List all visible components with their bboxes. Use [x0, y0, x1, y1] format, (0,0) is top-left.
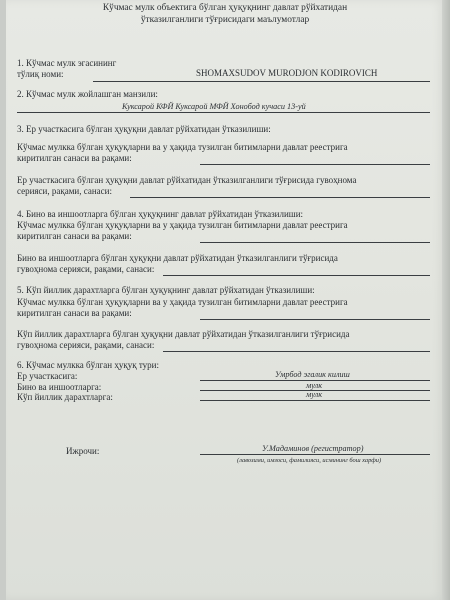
land-heading: 3. Ер участкасига бўлган ҳуқуқни давлат рўйхатидан ўтказилиши: [17, 124, 271, 134]
building-heading: 4. Бино ва иншоотларга бўлган ҳуқуқнинг давлат рўйхатидан ўтказилиши: [17, 209, 304, 219]
executor-note: (лавозими, имзоси, фамилияси, исмининг бош харфи) [237, 457, 382, 464]
paper-edge [442, 0, 450, 600]
building-certificate-line [163, 275, 430, 276]
land-right-value: Умрбод эгалик килиш [275, 370, 350, 379]
trees-registry-text-1: Кўчмас мулкка бўлган ҳуқуқларни ва у ҳақида тузилган битимларни давлат реестрига [17, 297, 348, 307]
executor-line [200, 454, 430, 455]
address-label: 2. Кўчмас мулк жойлашган манзили: [17, 89, 158, 99]
owner-name-line [93, 81, 430, 82]
trees-right-value: мулк [306, 390, 323, 399]
building-certificate-text-2: гувоҳнома серияси, рақами, санаси: [17, 264, 155, 274]
building-right-label: Бино ва иншоотларга: [17, 382, 102, 392]
address-value: Куксарой КФЙ Куксарой МФЙ Хонобод кучаси 13-уй [122, 102, 306, 111]
owner-name-value: SHOMAXSUDOV MURODJON KODIROVICH [196, 68, 378, 78]
trees-heading: 5. Кўп йиллик дарахтларга бўлган ҳуқуқнинг давлат рўйхатидан ўтказилиши: [17, 285, 315, 295]
building-right-value: мулк [306, 381, 323, 390]
building-registry-text-1: Кўчмас мулкка бўлган ҳуқуқларни ва у ҳақида тузилган битимларни давлат реестрига [17, 220, 348, 230]
trees-registry-text-2: киритилган санаси ва рақами: [17, 308, 132, 318]
building-registry-line [200, 242, 430, 243]
building-certificate-text-1: Бино ва иншоотларга бўлган ҳуқуқни давлат рўйхатидан ўтказилганлиги тўғрисида [17, 253, 338, 263]
trees-right-label: Кўп йиллик дарахтларга: [17, 392, 113, 402]
right-type-heading: 6. Кўчмас мулкка бўлган ҳуқуқ тури: [17, 360, 159, 370]
land-registry-text-1: Кўчмас мулкка бўлган ҳуқуқларни ва у ҳақида тузилган битимларни давлат реестрига [17, 142, 348, 152]
land-certificate-line [130, 197, 430, 198]
land-registry-text-2: киритилган санаси ва рақами: [17, 153, 132, 163]
land-certificate-text-2: серияси, рақами, санаси: [17, 186, 112, 196]
doc-title-line-1: Кўчмас мулк объектига бўлган ҳуқуқнинг давлат рўйхатидан [102, 3, 348, 13]
owner-label-a: 1. Кўчмас мулк эгасининг [17, 58, 117, 68]
trees-certificate-line [163, 351, 430, 352]
trees-registry-line [200, 319, 430, 320]
executor-value: У.Мадаминов (регистратор) [262, 444, 364, 453]
land-registry-line [200, 164, 430, 165]
address-line [17, 112, 430, 113]
trees-right-line [200, 400, 430, 401]
executor-label: Ижрочи: [66, 446, 100, 456]
building-registry-text-2: киритилган санаси ва рақами: [17, 231, 132, 241]
land-certificate-text-1: Ер участкасига бўлган ҳуқуқни давлат рўйхатидан ўтказилганлиги тўғрисида гувоҳнома [17, 175, 357, 185]
owner-label-b: тўлиқ номи: [17, 69, 64, 79]
doc-title-line-2: ўтказилганлиги тўғрисидаги маълумотлар [140, 15, 310, 25]
trees-certificate-text-2: гувоҳнома серияси, рақами, санаси: [17, 340, 155, 350]
trees-certificate-text-1: Кўп йиллик дарахтларга бўлган ҳуқуқни давлат рўйхатидан ўтказилганлиги тўғрисида [17, 329, 350, 339]
land-right-label: Ер участкасига: [17, 371, 78, 381]
